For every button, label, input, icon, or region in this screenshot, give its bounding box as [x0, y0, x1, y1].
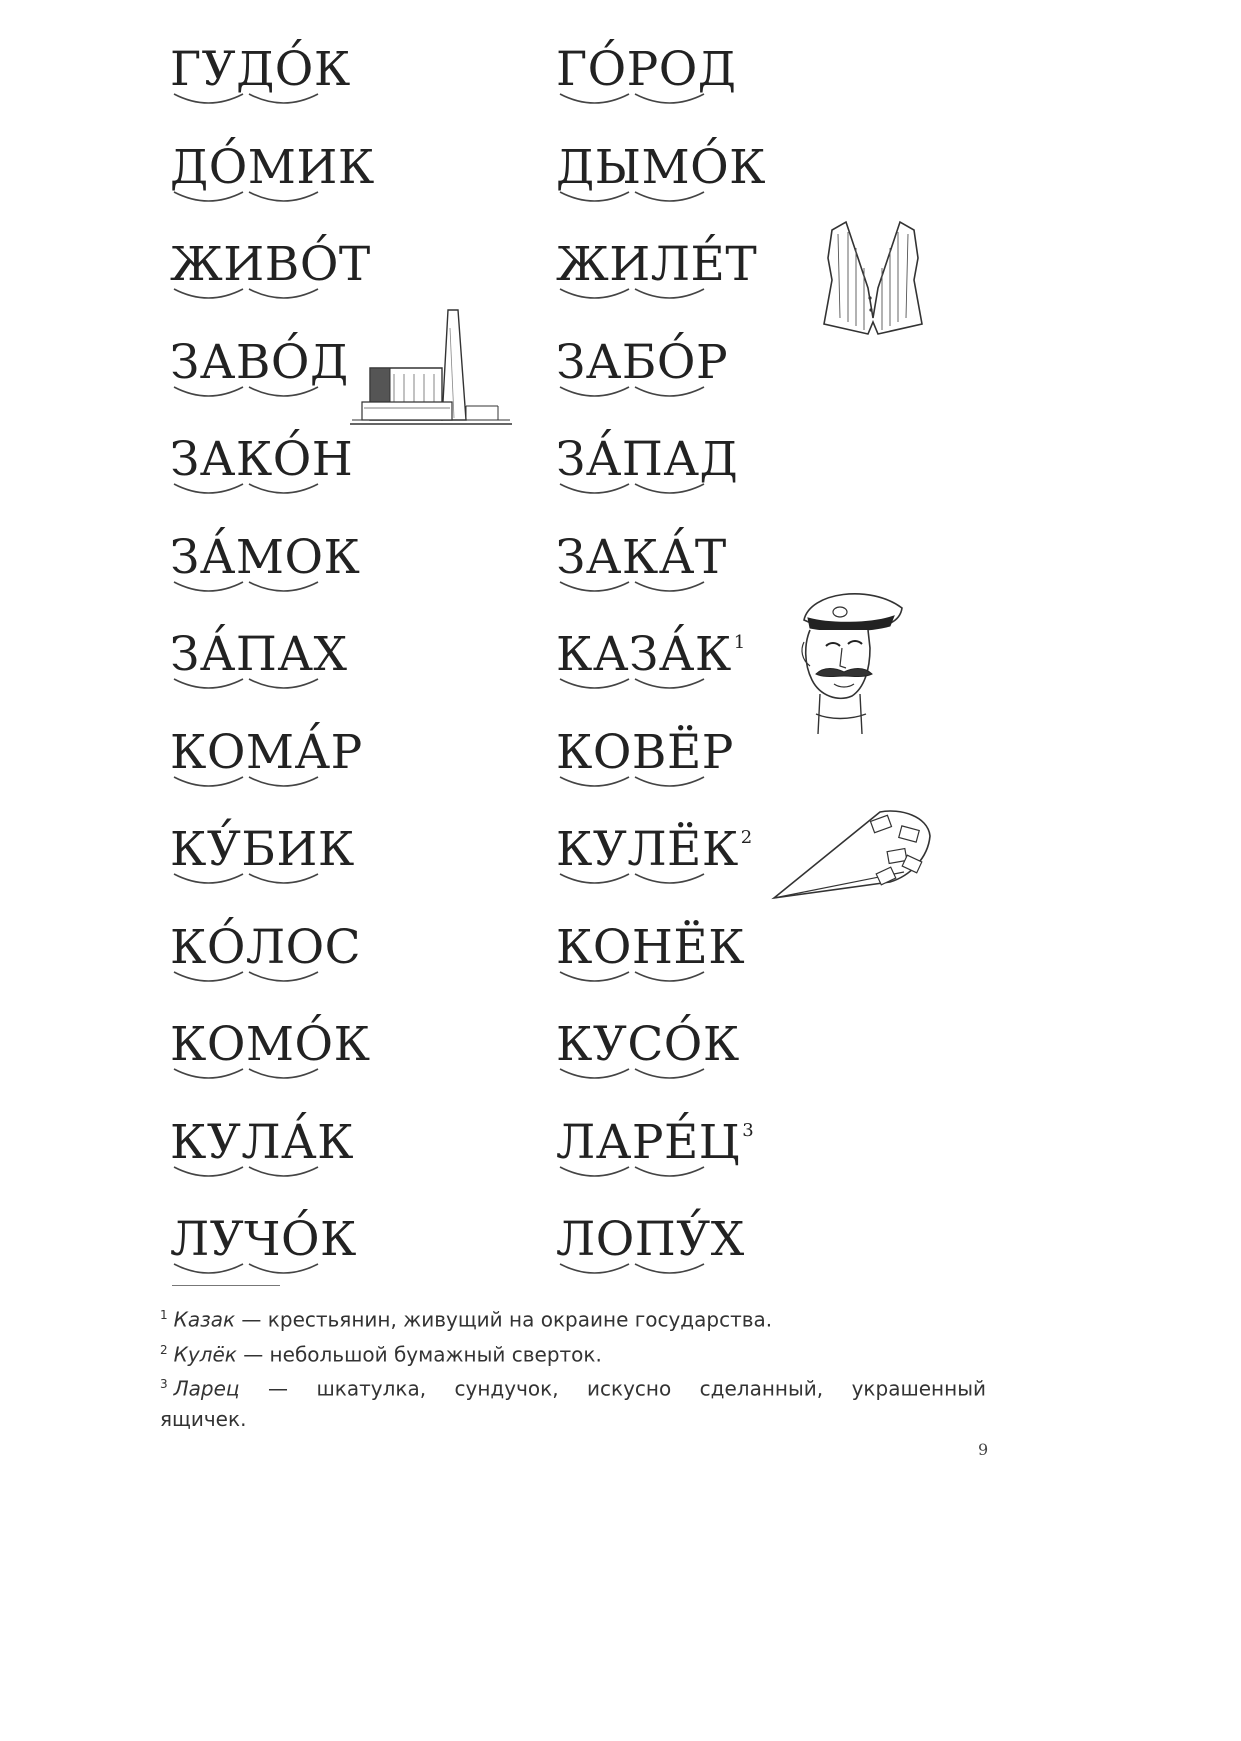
- syllable-arc: [249, 1264, 318, 1273]
- syllable-arc: [635, 679, 704, 688]
- syllable-arcs: [172, 188, 332, 208]
- syllable-arc: [635, 387, 704, 396]
- syllable-arc: [635, 289, 704, 298]
- paper-cone-illustration: [770, 806, 934, 902]
- word-text: ЛОПУ́Х: [556, 1212, 745, 1267]
- word-text: ЗАКА́Т: [556, 529, 727, 585]
- syllable-arc: [560, 192, 629, 201]
- syllable-arcs: [172, 968, 332, 988]
- footnote-term: Ларец: [173, 1376, 240, 1401]
- syllable-arc: [560, 582, 629, 591]
- syllable-arcs: [558, 90, 718, 110]
- word-text: КОМО́К: [170, 1017, 371, 1072]
- syllable-arcs: [172, 870, 332, 890]
- syllable-arc: [174, 874, 243, 883]
- syllable-arc: [635, 192, 704, 201]
- syllable-arc: [560, 387, 629, 396]
- word-text: ЖИВО́Т: [170, 237, 371, 292]
- syllable-arcs: [558, 383, 718, 403]
- syllable-arc: [635, 777, 704, 786]
- cossack-illustration: [790, 584, 908, 740]
- word-text: ЗАКО́Н: [170, 432, 354, 487]
- syllable-arc: [249, 1167, 318, 1176]
- syllable-arcs: [172, 480, 332, 500]
- syllable-arcs: [558, 188, 718, 208]
- syllable-arc: [560, 874, 629, 883]
- word-text: ЖИЛЕ́Т: [556, 237, 758, 292]
- word-text: ЗАБО́Р: [556, 334, 729, 390]
- footnote-separator: [172, 1285, 280, 1286]
- syllable-arc: [560, 1167, 629, 1176]
- syllable-arc: [635, 1167, 704, 1176]
- footnote-term: Казак: [173, 1307, 236, 1332]
- syllable-arc: [249, 484, 318, 493]
- footnote-mark: 2: [160, 1342, 168, 1357]
- syllable-arcs: [558, 870, 718, 890]
- word-text: КОВЁР: [556, 724, 734, 780]
- syllable-arc: [560, 1264, 629, 1273]
- footnote-3-continuation: ящичек.: [160, 1406, 247, 1431]
- syllable-arc: [174, 387, 243, 396]
- syllable-arcs: [172, 383, 332, 403]
- factory-illustration: [348, 308, 514, 426]
- syllable-arc: [560, 777, 629, 786]
- syllable-arc: [560, 679, 629, 688]
- syllable-arc: [635, 1264, 704, 1273]
- word-text: ДЫМО́К: [556, 139, 766, 195]
- word-text: КУЛЁК: [556, 822, 739, 877]
- syllable-arc: [635, 582, 704, 591]
- syllable-arc: [249, 192, 318, 201]
- footnote-reference: 1: [733, 632, 746, 653]
- syllable-arc: [249, 387, 318, 396]
- footnote-3: [160, 1369, 986, 1404]
- footnote-mark: 3: [160, 1377, 168, 1392]
- footnote-reference: 3: [742, 1119, 755, 1141]
- syllable-arc: [560, 94, 629, 103]
- syllable-arc: [174, 484, 243, 493]
- footnote-mark: 1: [160, 1308, 168, 1322]
- syllable-arc: [249, 289, 318, 298]
- word-text: КУЛА́К: [170, 1114, 355, 1170]
- syllable-arc: [249, 1069, 318, 1078]
- word-text: КУСО́К: [556, 1017, 740, 1072]
- syllable-arc: [249, 972, 318, 981]
- word-text: ЗА́МОК: [170, 529, 361, 585]
- syllable-arc: [249, 94, 318, 103]
- syllable-arc: [249, 582, 318, 591]
- syllable-arc: [174, 582, 243, 591]
- word-text: КОНЁК: [556, 919, 746, 975]
- syllable-arc: [174, 1069, 243, 1078]
- syllable-arc: [174, 777, 243, 786]
- syllable-arcs: [558, 480, 718, 500]
- syllable-arc: [249, 679, 318, 688]
- syllable-arc: [174, 94, 243, 103]
- word-text: ЛУЧО́К: [170, 1212, 357, 1267]
- footnotes: [160, 1300, 986, 1434]
- word-text: ДО́МИК: [170, 139, 375, 195]
- footnote-definition: — небольшой бумажный сверток.: [236, 1342, 602, 1367]
- footnote-definition: — крестьянин, живущий на окраине государства.: [235, 1307, 773, 1332]
- footnote-term: Кулёк: [173, 1342, 237, 1367]
- syllable-arc: [635, 972, 704, 981]
- syllable-arcs: [558, 1065, 718, 1085]
- syllable-arcs: [558, 675, 718, 695]
- syllable-arcs: [172, 1065, 332, 1085]
- syllable-arcs: [558, 968, 718, 988]
- word-text: КОМА́Р: [170, 724, 363, 780]
- syllable-arc: [560, 289, 629, 298]
- footnote-1: [160, 1300, 986, 1335]
- syllable-arc: [174, 679, 243, 688]
- page-number: 9: [978, 1440, 989, 1459]
- syllable-arc: [635, 484, 704, 493]
- syllable-arc: [174, 192, 243, 201]
- word-text: ГО́РОД: [556, 42, 737, 97]
- syllable-arcs: [558, 1260, 718, 1280]
- syllable-arc: [635, 94, 704, 103]
- syllable-arcs: [172, 773, 332, 793]
- syllable-arcs: [172, 675, 332, 695]
- word-text: ЗА́ПАД: [556, 432, 739, 487]
- syllable-arcs: [558, 1163, 718, 1183]
- syllable-arc: [174, 1264, 243, 1273]
- syllable-arc: [174, 1167, 243, 1176]
- footnote-2: [160, 1335, 986, 1370]
- syllable-arcs: [558, 578, 718, 598]
- footnote-definition: — шкатулка, сундучок, искусно сделанный, украшенный: [239, 1376, 986, 1401]
- syllable-arcs: [558, 773, 718, 793]
- word-text: КО́ЛОС: [170, 919, 362, 975]
- syllable-arc: [174, 972, 243, 981]
- syllable-arc: [635, 1069, 704, 1078]
- syllable-arc: [635, 874, 704, 883]
- syllable-arcs: [172, 1260, 332, 1280]
- syllable-arcs: [172, 285, 332, 305]
- syllable-arc: [249, 777, 318, 786]
- syllable-arc: [560, 484, 629, 493]
- word-text: КУ́БИК: [170, 822, 355, 877]
- word-text: КАЗА́К: [556, 627, 732, 682]
- syllable-arc: [560, 972, 629, 981]
- syllable-arcs: [172, 578, 332, 598]
- syllable-arcs: [558, 285, 718, 305]
- vest-illustration: [818, 218, 928, 338]
- word-text: ЗА́ПАХ: [170, 627, 348, 682]
- word-text: ЗАВО́Д: [170, 334, 349, 390]
- syllable-arc: [174, 289, 243, 298]
- footnote-reference: 2: [740, 827, 753, 848]
- word-text: ГУДО́К: [170, 42, 351, 97]
- syllable-arc: [560, 1069, 629, 1078]
- syllable-arcs: [172, 1163, 332, 1183]
- syllable-arc: [249, 874, 318, 883]
- syllable-arcs: [172, 90, 332, 110]
- word-text: ЛАРЕ́Ц: [556, 1114, 741, 1170]
